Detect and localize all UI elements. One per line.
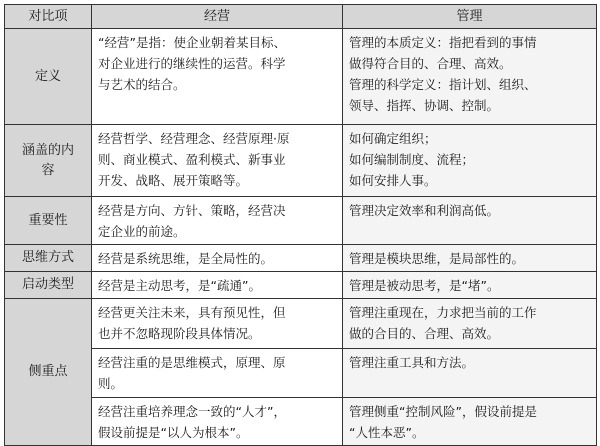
row-focus-2 xyxy=(5,349,597,398)
management-scope xyxy=(343,125,597,197)
header-management: 管理 xyxy=(343,5,597,29)
header-business: 经营 xyxy=(92,5,343,29)
text-line: 也并不忽略现阶段具体情况。 xyxy=(98,326,261,341)
text-line: 定企业的前途。 xyxy=(98,224,186,239)
text-line: 管理的科学定义：指计划、组织、 xyxy=(349,77,537,92)
management-importance xyxy=(343,197,597,245)
business-definition xyxy=(92,29,343,125)
text-line: 管理是模块思维，是局部性的。 xyxy=(349,251,525,266)
topic-line: 容 xyxy=(41,162,55,178)
text-line: 领导、指挥、协调、控制。 xyxy=(349,98,500,113)
business-focus-1 xyxy=(92,299,343,349)
text-line: 如何安排人事。 xyxy=(349,173,437,188)
topic-startup-type: 启动类型 xyxy=(5,272,92,299)
topic-scope xyxy=(5,125,92,197)
management-startup-type xyxy=(343,272,597,299)
text-line: 经营注重培养理念一致的“人才”， xyxy=(98,404,286,419)
text-line: 经营更关注未来，具有预见性，但 xyxy=(98,305,286,320)
text-line: 经营是方向、方针、策略，经营决 xyxy=(98,203,286,218)
header-topic: 对比项 xyxy=(5,5,92,29)
text-line: 则。 xyxy=(98,376,124,391)
management-focus-3 xyxy=(343,398,597,446)
text-line: 与艺术的结合。 xyxy=(98,77,186,92)
text-line: 开发、战略、展开策略等。 xyxy=(98,173,249,188)
text-line: 如何编制制度、流程； xyxy=(349,152,475,167)
row-thinking xyxy=(5,245,597,272)
management-thinking xyxy=(343,245,597,272)
topic-focus: 侧重点 xyxy=(5,299,92,446)
business-importance xyxy=(92,197,343,245)
topic-thinking: 思维方式 xyxy=(5,245,92,272)
text-line: 管理的本质定义：指把看到的事情 xyxy=(349,35,537,50)
business-scope xyxy=(92,125,343,197)
row-startup-type xyxy=(5,272,597,299)
management-focus-2 xyxy=(343,349,597,398)
row-definition xyxy=(5,29,597,125)
text-line: 管理侧重“控制风险”，假设前提是 xyxy=(349,404,537,419)
row-focus-1 xyxy=(5,299,597,349)
comparison-table xyxy=(4,4,597,446)
business-thinking xyxy=(92,245,343,272)
topic-line: 涵盖的内 xyxy=(21,142,74,158)
management-definition xyxy=(343,29,597,125)
text-line: 经营哲学、经营理念、经营原理·原 xyxy=(98,131,290,146)
text-line: 对企业进行的继续性的运营。科学 xyxy=(98,56,286,71)
topic-importance: 重要性 xyxy=(5,197,92,245)
text-line: 经营是系统思维，是全局性的。 xyxy=(98,251,274,266)
row-importance xyxy=(5,197,597,245)
text-line: 管理注重现在，力求把当前的工作 xyxy=(349,305,537,320)
header-row xyxy=(5,5,597,29)
business-startup-type xyxy=(92,272,343,299)
comparison-table-container xyxy=(4,4,597,446)
text-line: 经营注重的是思维模式，原理、原 xyxy=(98,355,286,370)
text-line: 管理决定效率和利润高低。 xyxy=(349,203,500,218)
text-line: 如何确定组织； xyxy=(349,131,437,146)
text-line: 做得符合目的、合理、高效。 xyxy=(349,56,512,71)
management-focus-1 xyxy=(343,299,597,349)
text-line: 管理注重工具和方法。 xyxy=(349,355,475,370)
row-focus-3 xyxy=(5,398,597,446)
business-focus-3 xyxy=(92,398,343,446)
text-line: 管理是被动思考，是“堵”。 xyxy=(349,278,500,293)
text-line: “人性本恶”。 xyxy=(349,425,425,440)
text-line: 经营是主动思考，是“疏通”。 xyxy=(98,278,261,293)
text-line: “经营”是指：使企业朝着某目标、 xyxy=(98,35,286,50)
row-scope xyxy=(5,125,597,197)
text-line: 假设前提是“以人为根本”。 xyxy=(98,425,249,440)
topic-definition: 定义 xyxy=(5,29,92,125)
text-line: 则、商业模式、盈利模式、新事业 xyxy=(98,152,286,167)
business-focus-2 xyxy=(92,349,343,398)
text-line: 做的合目的、合理、高效。 xyxy=(349,326,500,341)
